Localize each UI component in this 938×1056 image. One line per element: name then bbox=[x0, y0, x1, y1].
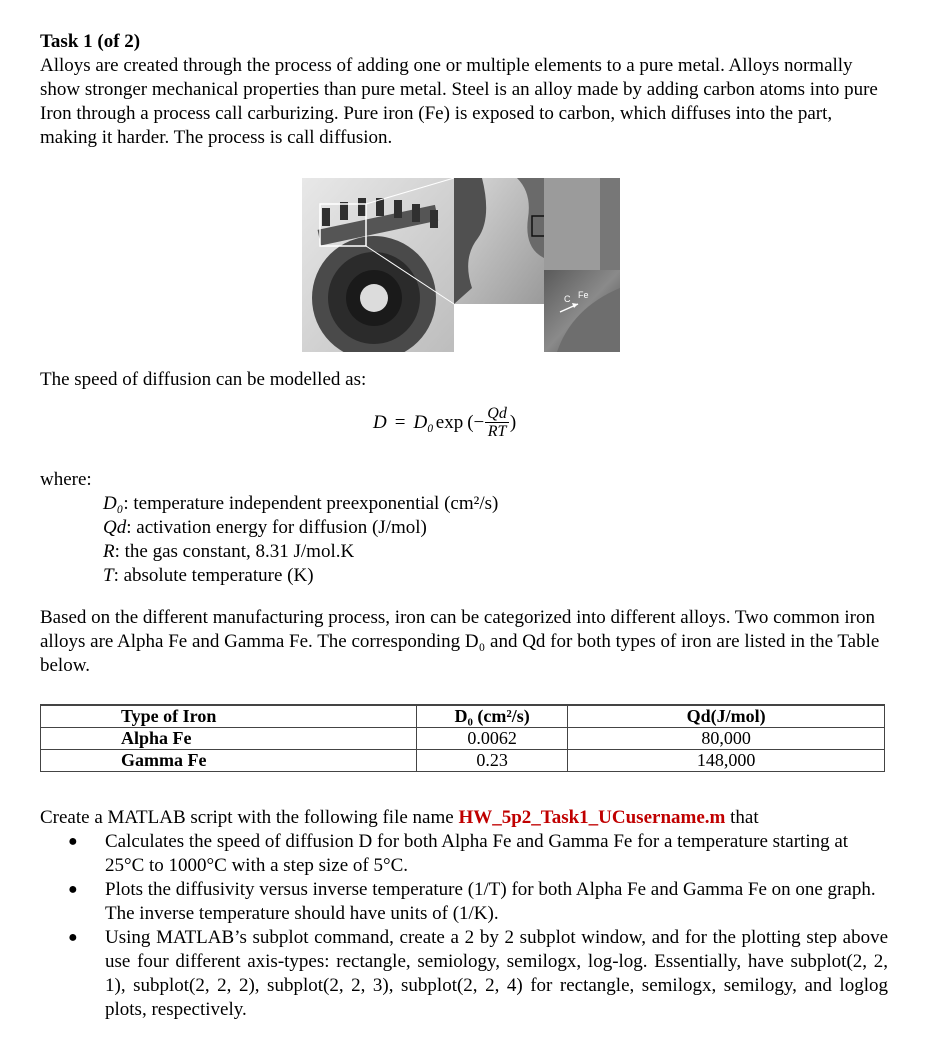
create-prefix: Create a MATLAB script with the following file name bbox=[40, 807, 459, 828]
list-item bbox=[60, 878, 888, 926]
table-row bbox=[41, 750, 885, 772]
label-c: C bbox=[564, 294, 571, 304]
def-symbol: T bbox=[103, 565, 114, 586]
gear-diffusion-figure bbox=[302, 178, 620, 352]
eq-denominator: RT bbox=[487, 423, 507, 440]
list-item-text: Plots the diffusivity versus inverse temperature (1/T) for both Alpha Fe and Gamma Fe on one graph. The inverse temperature should have units of (1/K). bbox=[105, 879, 876, 924]
definition-item bbox=[103, 492, 498, 516]
cell-type: Alpha Fe bbox=[41, 728, 417, 750]
requirements-list bbox=[60, 830, 888, 1022]
eq-d0: D₀ bbox=[413, 411, 434, 433]
table-header-row bbox=[41, 705, 885, 728]
cell-type: Gamma Fe bbox=[41, 750, 417, 772]
create-instruction bbox=[40, 806, 890, 830]
task-title: Task 1 (of 2) bbox=[40, 31, 141, 52]
iron-properties-table bbox=[40, 704, 885, 772]
alloys-paragraph: Based on the different manufacturing process, iron can be categorized into different alloys. Two common iron alloys are Alpha Fe and Gamma Fe. The corresponding D₀ and Qd for both types of iron are listed in the Table below. bbox=[40, 607, 880, 676]
script-filename: HW_5p2_Task1_UCusername.m bbox=[458, 807, 726, 828]
diffusion-equation bbox=[373, 405, 516, 440]
list-item-text: Using MATLAB’s subplot command, create a 2 by 2 subplot window, and for the plotting step above use four different axis-types: rectangle, semiology, semilogx, log-log. Essentially, have subplot(2, 2, 1), subplot(2, 2, 2), subplot(2, 2, 3), subplot(2, 2, 4) for rectangle, semilogx, semilogy, and loglog plots, respectively. bbox=[105, 927, 888, 1020]
cell-qd: 148,000 bbox=[568, 750, 885, 772]
eq-open: (− bbox=[467, 411, 485, 433]
def-symbol: D₀ bbox=[103, 493, 124, 514]
eq-close: ) bbox=[509, 411, 517, 433]
eq-numerator: Qd bbox=[487, 405, 507, 422]
eq-equals: = bbox=[394, 411, 406, 433]
list-item-text: Calculates the speed of diffusion D for both Alpha Fe and Gamma Fe for a temperature starting at 25°C to 1000°C with a step size of 5°C. bbox=[105, 831, 849, 876]
where-label: where: bbox=[40, 469, 92, 490]
def-text: : the gas constant, 8.31 J/mol.K bbox=[114, 541, 355, 562]
bullet-icon: ● bbox=[68, 929, 78, 946]
header-qd: Qd(J/mol) bbox=[568, 705, 885, 728]
task-section bbox=[40, 30, 890, 150]
definition-item bbox=[103, 564, 498, 588]
intro-paragraph: Alloys are created through the process of adding one or multiple elements to a pure metal. Alloys normally show stronger mechanical properties than pure metal. Steel is an alloy made by adding carbon atoms into pure Iron through a process call carburizing. Pure iron (Fe) is exposed to carbon, which diffuses into the part, making it harder. The process is call diffusion. bbox=[40, 55, 878, 148]
list-item bbox=[60, 830, 888, 878]
cell-d0: 0.23 bbox=[416, 750, 567, 772]
speed-text: The speed of diffusion can be modelled as: bbox=[40, 369, 367, 390]
cell-d0: 0.0062 bbox=[416, 728, 567, 750]
definition-list bbox=[103, 492, 498, 588]
definition-item bbox=[103, 540, 498, 564]
eq-lhs: D bbox=[373, 411, 387, 433]
label-fe: Fe bbox=[578, 290, 589, 300]
cell-qd: 80,000 bbox=[568, 728, 885, 750]
definition-item bbox=[103, 516, 498, 540]
header-d0: D₀ (cm²/s) bbox=[416, 705, 567, 728]
eq-exp: exp bbox=[435, 411, 464, 433]
table-row bbox=[41, 728, 885, 750]
create-suffix: that bbox=[725, 807, 759, 828]
bullet-icon: ● bbox=[68, 881, 78, 898]
def-text: : activation energy for diffusion (J/mol) bbox=[126, 517, 427, 538]
def-symbol: R bbox=[103, 541, 115, 562]
def-text: : temperature independent preexponential (cm²/s) bbox=[123, 493, 499, 514]
def-text: : absolute temperature (K) bbox=[113, 565, 314, 586]
eq-fraction bbox=[485, 405, 509, 440]
header-type: Type of Iron bbox=[41, 705, 417, 728]
bullet-icon: ● bbox=[68, 833, 78, 850]
def-symbol: Qd bbox=[103, 517, 127, 538]
list-item bbox=[60, 926, 888, 1022]
